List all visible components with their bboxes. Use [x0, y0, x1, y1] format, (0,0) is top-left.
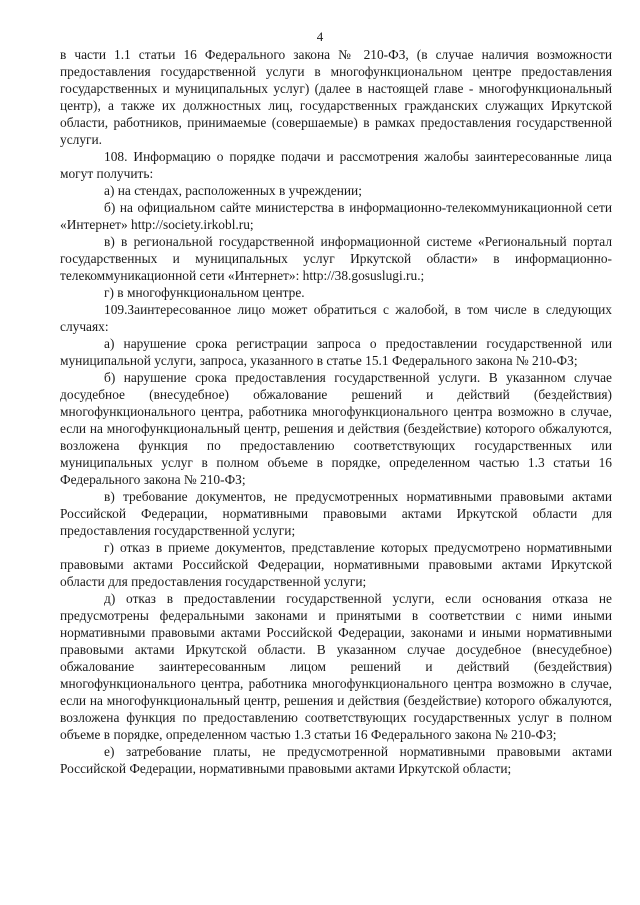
list-item-108-b: б) на официальном сайте министерства в информационно-телекоммуникационной сети «Интернет» http://society.irkobl.ru;	[60, 200, 612, 232]
list-item-109-e: е) затребование платы, не предусмотренной нормативными правовыми актами Российской Федерации, нормативными правовыми актами Иркутской области;	[60, 744, 612, 776]
paragraph-109: 109.Заинтересованное лицо может обратиться с жалобой, в том числе в следующих случаях:	[60, 302, 612, 334]
paragraph-continuation: в части 1.1 статьи 16 Федерального закона № 210-ФЗ, (в случае наличия возможности предоставления государственной услуги в многофункциональном центре предоставления государственных и муниципальных услуг) (далее в настоящей главе - многофункциональный центр), а также их должностных лиц, государственных гражданских служащих Иркутской области, работников, принимаемые (совершаемые) в рамках предоставления государственной услуги.	[60, 47, 612, 147]
paragraph-108: 108. Информацию о порядке подачи и рассмотрения жалобы заинтересованные лица могут получить:	[60, 149, 612, 181]
page-number: 4	[316, 29, 324, 44]
list-item-109-b: б) нарушение срока предоставления государственной услуги. В указанном случае досудебное (внесудебное) обжалование решений и действий (бездействия) многофункционального центра, работника многофункционального центра возможно в случае, если на многофункциональный центр, решения и действия (бездействие) которого обжалуются, возложена функция по предоставлению соответствующих государственных или муниципальных услуг в полном объеме в порядке, определенном частью 1.3 статьи 16 Федерального закона № 210-ФЗ;	[60, 370, 612, 487]
list-item-109-a: а) нарушение срока регистрации запроса о предоставлении государственной или муниципальной услуги, запроса, указанного в статье 15.1 Федерального закона № 210-ФЗ;	[60, 336, 612, 368]
list-item-108-g: г) в многофункциональном центре.	[104, 285, 305, 300]
list-item-108-a: а) на стендах, расположенных в учреждении;	[104, 183, 362, 198]
list-item-109-g: г) отказ в приеме документов, представление которых предусмотрено нормативными правовыми актами Российской Федерации, нормативными правовыми актами Иркутской области для предоставления государственной услуги;	[60, 540, 612, 589]
list-item-109-v: в) требование документов, не предусмотренных нормативными правовыми актами Российской Федерации, нормативными правовыми актами Иркутской области для предоставления государственной услуги;	[60, 489, 612, 538]
document-body	[60, 46, 612, 777]
list-item-108-v: в) в региональной государственной информационной системе «Региональный портал государственных и муниципальных услуг Иркутской области» в информационно-телекоммуникационной сети «Интернет»: http://38.gosuslugi.ru.;	[60, 234, 612, 283]
list-item-109-d: д) отказ в предоставлении государственной услуги, если основания отказа не предусмотрены федеральными законами и принятыми в соответствии с ними иными нормативными правовыми актами Российской Федерации, законами и иными нормативными правовыми актами Иркутской области. В указанном случае досудебное (внесудебное) обжалование заинтересованным лицом решений и действий (бездействия) многофункционального центра, работника многофункционального центра возможно в случае, если на многофункциональный центр, решения и действия (бездействие) которого обжалуются, возложена функция по предоставлению соответствующих государственных услуг в полном объеме в порядке, определенном частью 1.3 статьи 16 Федерального закона № 210-ФЗ;	[60, 591, 612, 742]
